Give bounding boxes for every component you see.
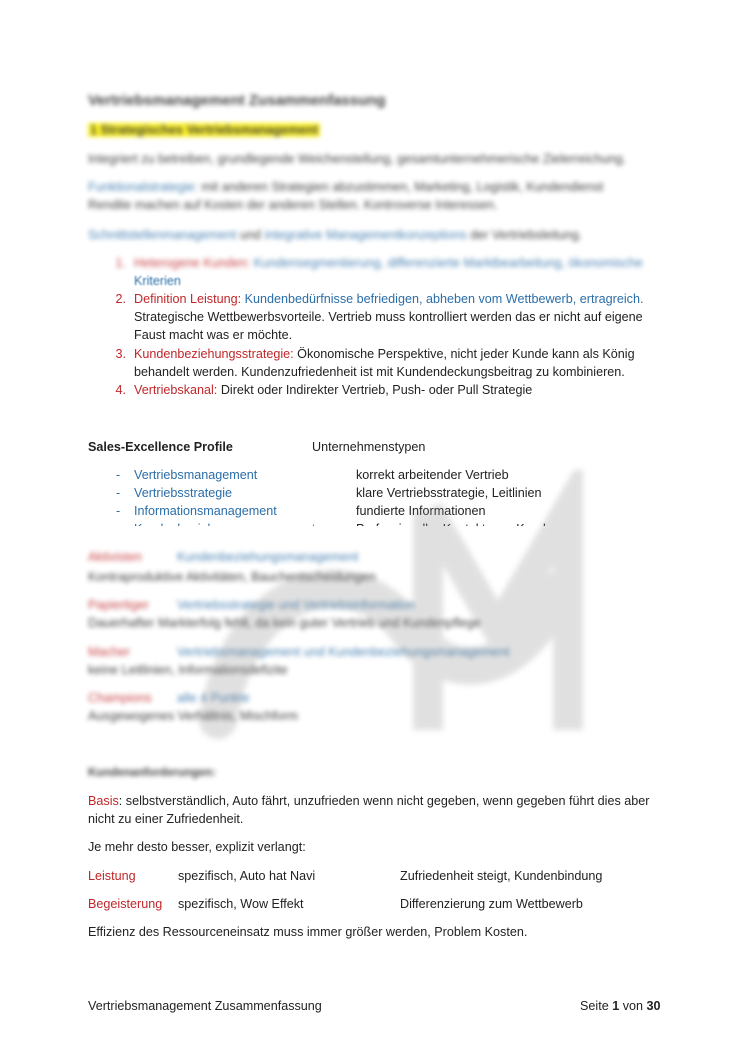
type-4-focus: alle 4 Punkte <box>177 691 250 705</box>
numbered-item-3 <box>104 345 635 363</box>
kunden-row-1-right: Zufriedenheit steigt, Kundenbindung <box>400 869 603 883</box>
type-3-focus: Vertriebsmanagement und Kundenbeziehungsmanagement <box>177 645 510 659</box>
type-1-head <box>88 548 142 566</box>
numbered-item-2-text1: Kundenbedürfnisse befriedigen, abheben vom Wettbewerb, ertragreich. <box>244 292 644 306</box>
footer-von: von <box>622 999 644 1013</box>
kunden-row-2-label: Begeisterung <box>88 897 163 911</box>
type-3-desc: keine Leitlinien, Informationsdefizite <box>88 663 288 677</box>
section-heading-text: 1 Strategisches Vertriebsmanagement <box>90 123 319 137</box>
se-row-3-dash: - <box>116 504 121 518</box>
type-2-name: Papiertiger <box>88 598 149 612</box>
type-2-focus: Vertriebsstrategie und Vertriebsinformation <box>177 598 416 612</box>
preview-cutoff <box>88 526 568 540</box>
numbered-item-4-number: 4. <box>115 383 126 397</box>
numbered-item-3-text1: Ökonomische Perspektive, nicht jeder Kunde kann als König <box>297 347 635 361</box>
kunden-row-1-label: Leistung <box>88 869 136 883</box>
kunden-heading: Kundenanforderungen: <box>88 767 216 779</box>
doc-title: Vertriebsmanagement Zusammenfassung <box>88 92 386 109</box>
footer-page-total: 30 <box>646 999 661 1013</box>
footer-seite: Seite <box>580 999 609 1013</box>
effizienz-line: Effizienz des Ressourceneinsatz muss immer größer werden, Problem Kosten. <box>88 925 528 939</box>
numbered-item-2-label: Definition Leistung: <box>134 292 242 306</box>
schnitt-term1: Schnittstellenmanagement <box>88 228 237 242</box>
intro-line: Integriert zu betreiben, grundlegende Weichenstellung, gesamtunternehmerische Zielerreichung. <box>88 152 627 166</box>
kunden-row-2-mid: spezifisch, Wow Effekt <box>178 897 304 911</box>
se-row-3-right: fundierte Informationen <box>356 504 486 518</box>
je-mehr-line: Je mehr desto besser, explizit verlangt: <box>88 840 306 854</box>
type-2-desc: Dauerhafter Markterfolg fehlt, da kein guter Vertrieb und Kundenpflege <box>88 616 481 630</box>
numbered-item-2 <box>104 290 643 308</box>
schnitt-line <box>88 226 582 244</box>
numbered-item-4 <box>104 381 532 399</box>
numbered-item-2-text3: Faust macht was er möchte. <box>134 328 293 342</box>
basis-label: Basis <box>88 794 119 808</box>
section-heading <box>88 121 320 139</box>
schnitt-tail: der Vertriebsleitung. <box>470 228 583 242</box>
type-4-desc: Ausgewogenes Verhältnis, Mischform <box>88 709 298 723</box>
type-4-name: Champions <box>88 691 152 705</box>
sales-excellence-col2: Unternehmenstypen <box>312 440 426 454</box>
kunden-row-2-right: Differenzierung zum Wettbewerb <box>400 897 583 911</box>
footer-page <box>580 999 661 1013</box>
numbered-item-4-label: Vertriebskanal: <box>134 383 218 397</box>
basis-text1: : selbstverständlich, Auto fährt, unzufrieden wenn nicht gegeben, wenn gegeben führt dies aber <box>118 794 650 808</box>
se-row-3-left: Informationsmanagement <box>134 504 277 518</box>
basis-line1 <box>88 792 650 810</box>
numbered-item-1-number: 1. <box>115 256 126 270</box>
numbered-item-1-text1: Kundensegmentierung, differenzierte Marktbearbeitung, ökonomische <box>253 256 643 270</box>
se-row-2-dash: - <box>116 486 121 500</box>
numbered-item-2-text2: Strategische Wettbewerbsvorteile. Vertrieb muss kontrolliert werden das er nicht auf eigene <box>134 310 643 324</box>
numbered-item-3-label: Kundenbeziehungsstrategie: <box>134 347 294 361</box>
numbered-item-1-label: Heterogene Kunden: <box>134 256 251 270</box>
se-row-1-left: Vertriebsmanagement <box>134 468 258 482</box>
numbered-item-3-number: 3. <box>115 347 126 361</box>
type-1-focus: Kundenbeziehungsmanagement <box>177 550 359 564</box>
kunden-row-1-mid: spezifisch, Auto hat Navi <box>178 869 316 883</box>
funktional-line1 <box>88 178 603 196</box>
sales-excellence-label: Sales-Excellence Profile <box>88 440 233 454</box>
schnitt-mid: und <box>239 228 261 242</box>
type-1-desc: Kontraproduktive Aktivitäten, Bauchentscheidungen <box>88 570 376 584</box>
schnitt-term2: integrative Managementkonzeptions <box>264 228 467 242</box>
type-3-name: Macher <box>88 645 130 659</box>
numbered-item-1-text2: Kriterien <box>134 274 181 288</box>
se-row-1-dash: - <box>116 468 121 482</box>
se-row-2-right: klare Vertriebsstrategie, Leitlinien <box>356 486 542 500</box>
funktional-text1: mit anderen Strategien abzustimmen, Marketing, Logistik, Kundendienst <box>201 180 604 194</box>
numbered-item-2-number: 2. <box>115 292 126 306</box>
numbered-item-3-text2: behandelt werden. Kundenzufriedenheit ist mit Kundendeckungsbeitrag zu kombinieren. <box>134 365 625 379</box>
se-row-2-left: Vertriebsstrategie <box>134 486 233 500</box>
funktional-term: Funktionalstrategie: <box>88 180 198 194</box>
basis-line2: nicht zu einer Zufriedenheit. <box>88 812 244 826</box>
numbered-item-1 <box>104 254 643 272</box>
footer-left: Vertriebsmanagement Zusammenfassung <box>88 999 322 1013</box>
funktional-line2: Rendite machen auf Kosten der anderen Stellen. Kontroverse Interessen. <box>88 198 498 212</box>
se-row-1-right: korrekt arbeitender Vertrieb <box>356 468 509 482</box>
numbered-item-4-text1: Direkt oder Indirekter Vertrieb, Push- oder Pull Strategie <box>220 383 533 397</box>
type-1-name: Aktivisten <box>88 550 142 564</box>
footer-page-number: 1 <box>612 999 620 1013</box>
